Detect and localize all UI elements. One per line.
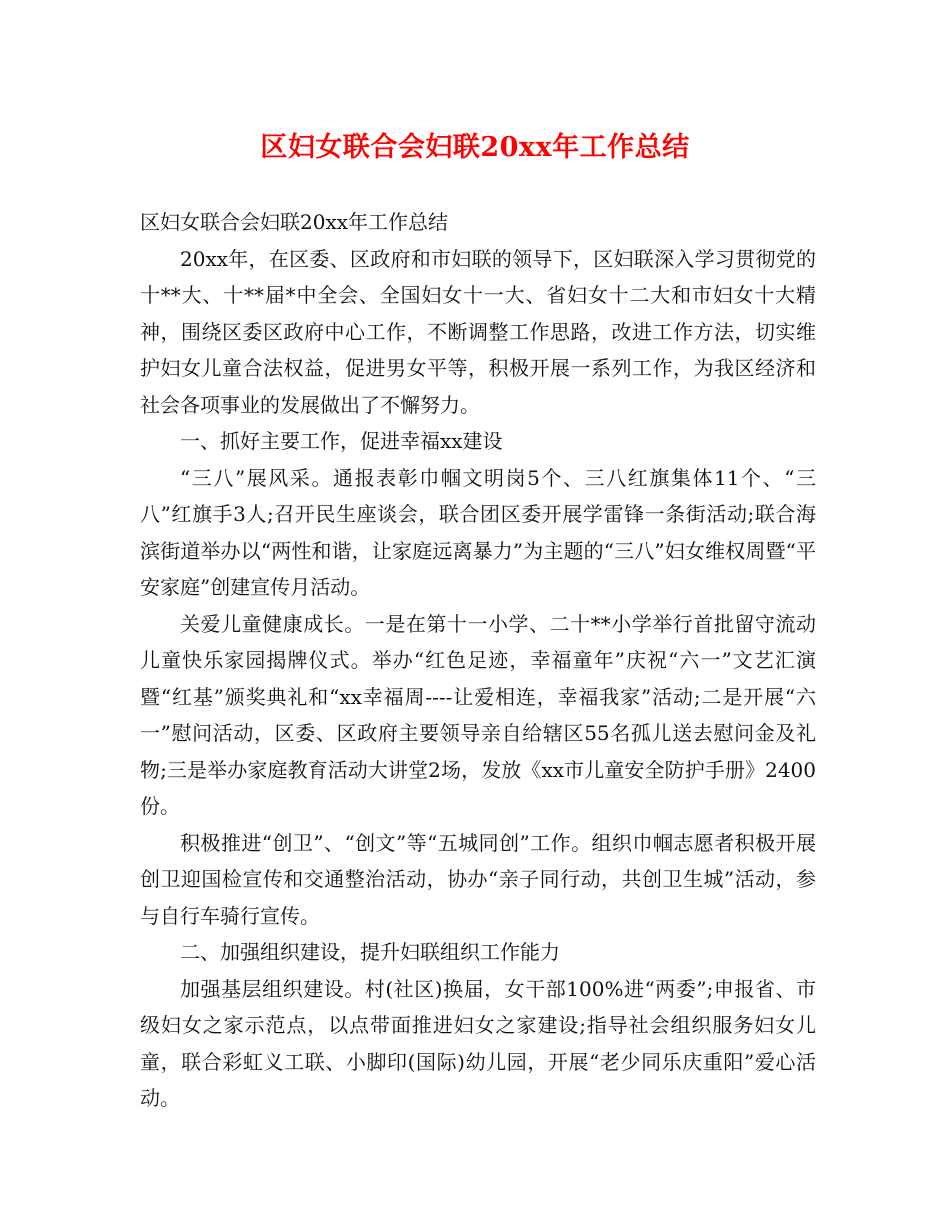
document-body	[140, 204, 816, 1117]
document-subtitle: 区妇女联合会妇联20xx年工作总结	[140, 210, 449, 234]
paragraph-intro: 20xx年，在区委、区政府和市妇联的领导下，区妇联深入学习贯彻党的十**大、十**届*中全会、全国妇女十一大、省妇女十二大和市妇女十大精神，围绕区委区政府中心工作，不断调整工作思路，改进工作方法，切实维护妇女儿童合法权益，促进男女平等，积极开展一系列工作，为我区经济和社会各项事业的发展做出了不懈努力。	[140, 246, 816, 417]
section-heading-1: 一、抓好主要工作，促进幸福xx建设	[180, 429, 503, 453]
paragraph-wucheng: 积极推进“创卫”、“创文”等“五城同创”工作。组织巾帼志愿者积极开展创卫迎国检宣传和交通整治活动，协办“亲子同行动，共创卫生城”活动，参与自行车骑行宣传。	[140, 830, 816, 928]
section-heading-2: 二、加强组织建设，提升妇联组织工作能力	[180, 940, 560, 964]
paragraph-children: 关爱儿童健康成长。一是在第十一小学、二十**小学举行首批留守流动儿童快乐家园揭牌仪式。举办“红色足迹，幸福童年”庆祝“六一”文艺汇演暨“红基”颁奖典礼和“xx幸福周----让爱相连，幸福我家”活动;二是开展“六一”慰问活动，区委、区政府主要领导亲自给辖区55名孤儿送去慰问金及礼物;三是举办家庭教育活动大讲堂2场，发放《xx市儿童安全防护手册》2400份。	[140, 611, 816, 818]
paragraph-organization: 加强基层组织建设。村(社区)换届，女干部100%进“两委”;申报省、市级妇女之家示范点，以点带面推进妇女之家建设;指导社会组织服务妇女儿童，联合彩虹义工联、小脚印(国际)幼儿园，开展“老少同乐庆重阳”爱心活动。	[140, 976, 816, 1110]
paragraph-sanba: “三八”展风采。通报表彰巾帼文明岗5个、三八红旗集体11个、“三八”红旗手3人;召开民生座谈会，联合团区委开展学雷锋一条街活动;联合海滨街道举办以“两性和谐，让家庭远离暴力”为主题的“三八”妇女维权周暨“平安家庭”创建宣传月活动。	[140, 465, 816, 599]
document-title: 区妇女联合会妇联20xx年工作总结	[260, 132, 690, 163]
